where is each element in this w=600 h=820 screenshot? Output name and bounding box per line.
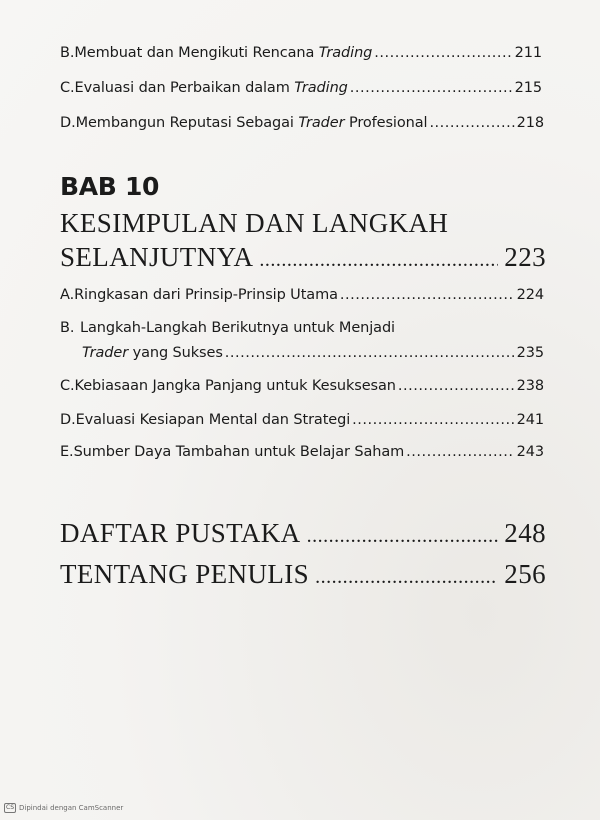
chapter-page: 223 — [504, 242, 546, 272]
scanner-watermark-text: Dipindai dengan CamScanner — [19, 804, 124, 812]
toc-entry-text-post: Profesional — [344, 115, 428, 131]
toc-entry-letter: D. — [60, 115, 76, 131]
toc-entry-text: Evaluasi dan Perbaikan dalam — [74, 80, 295, 96]
leader-dots — [350, 80, 513, 96]
chapter-title-line1: KESIMPULAN DAN LANGKAH — [60, 208, 449, 238]
toc-entry-text: Kebiasaan Jangka Panjang untuk Kesuksesan — [74, 378, 396, 394]
leader-dots — [398, 378, 515, 394]
toc-entry-b-line1 — [60, 320, 395, 336]
toc-entry-page: 238 — [516, 378, 544, 394]
toc-entry-text: Ringkasan dari Prinsip-Prinsip Utama — [74, 287, 338, 303]
toc-entry-c — [60, 80, 542, 96]
toc-entry-text: Evaluasi Kesiapan Mental dan Strategi — [75, 412, 351, 428]
toc-entry-d — [60, 115, 544, 131]
toc-entry-letter: C. — [60, 378, 75, 394]
toc-entry-b — [60, 45, 542, 61]
toc-entry-letter: B. — [60, 45, 75, 61]
back-matter-title: DAFTAR PUSTAKA — [60, 518, 301, 548]
leader-dots — [406, 444, 514, 460]
back-matter-page: 248 — [504, 518, 546, 548]
toc-entry-text: Membuat dan Mengikuti Rencana — [74, 45, 319, 61]
toc-entry-page: 241 — [516, 412, 544, 428]
toc-entry-letter: D. — [60, 412, 76, 428]
toc-entry-c2 — [60, 378, 544, 394]
toc-entry-text: Sumber Daya Tambahan untuk Belajar Saham — [73, 444, 405, 460]
toc-entry-page: 218 — [516, 115, 544, 131]
back-matter-title: TENTANG PENULIS — [60, 559, 310, 589]
back-matter-author — [60, 559, 546, 590]
toc-entry-letter: A. — [60, 287, 75, 303]
toc-entry-page: 243 — [516, 444, 544, 460]
toc-entry-italic: Trader — [82, 345, 129, 361]
toc-entry-text-post: yang Sukses — [128, 345, 223, 361]
leader-dots — [315, 566, 498, 589]
back-matter-page: 256 — [504, 559, 546, 589]
toc-entry-letter: E. — [60, 444, 74, 460]
leader-dots — [352, 412, 514, 428]
leader-dots — [307, 525, 499, 548]
scanner-watermark — [4, 803, 123, 813]
leader-dots — [225, 345, 515, 361]
toc-entry-page: 235 — [516, 345, 544, 361]
toc-entry-b-line2 — [82, 345, 544, 361]
toc-entry-a — [60, 287, 544, 303]
toc-entry-text: Langkah-Langkah Berikutnya untuk Menjadi — [80, 320, 395, 336]
leader-dots — [259, 249, 498, 272]
toc-entry-d2 — [60, 412, 544, 428]
toc-entry-italic: Trader — [298, 115, 345, 131]
back-matter-bibliography — [60, 518, 546, 549]
toc-entry-page: 224 — [516, 287, 544, 303]
toc-entry-page: 211 — [514, 45, 542, 61]
toc-entry-letter: C. — [60, 80, 75, 96]
toc-entry-letter: B. — [60, 320, 75, 336]
chapter-title-line2 — [60, 242, 546, 273]
chapter-label: BAB 10 — [60, 172, 160, 201]
leader-dots — [340, 287, 515, 303]
toc-entry-page: 215 — [514, 80, 542, 96]
toc-entry-italic: Trading — [318, 45, 373, 61]
chapter-title-text: SELANJUTNYA — [60, 242, 254, 272]
leader-dots — [429, 115, 514, 131]
toc-entry-e — [60, 444, 544, 460]
toc-entry-text: Membangun Reputasi Sebagai — [75, 115, 299, 131]
camscanner-icon: CS — [6, 804, 14, 811]
toc-entry-italic: Trading — [294, 80, 348, 96]
leader-dots — [374, 45, 512, 61]
